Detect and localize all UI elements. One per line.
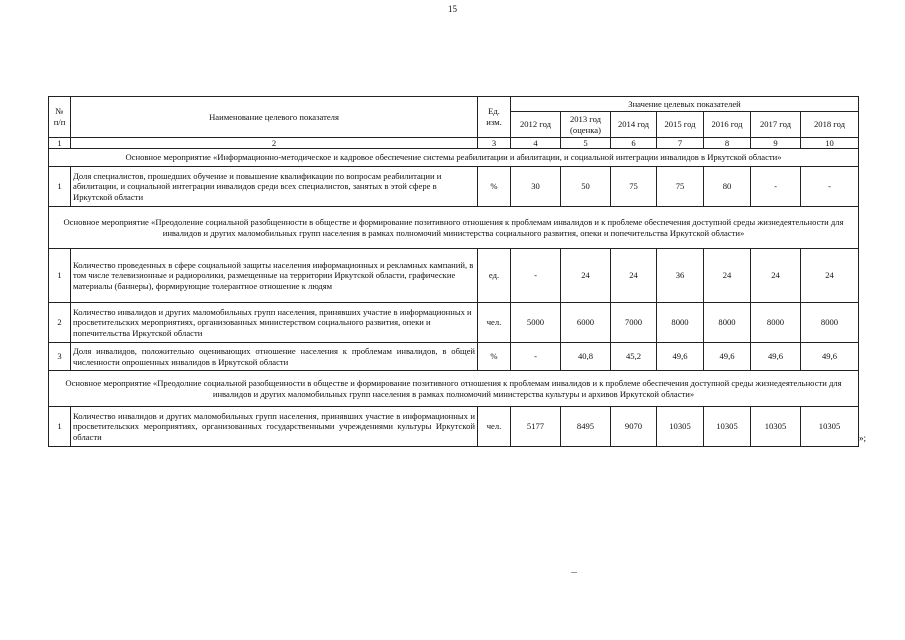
row-name: Доля специалистов, прошедших обучение и повышение квалификации по вопросам реабилитации и абилитации, и социальной интеграции инвалидов среди всех специалистов, занятых в этой сфере в Иркутской области — [71, 167, 478, 207]
header-name: Наименование целевого показателя — [71, 97, 478, 138]
row-value: 36 — [657, 249, 704, 303]
row-num: 3 — [49, 343, 71, 371]
row-value: - — [511, 343, 561, 371]
row-num: 1 — [49, 167, 71, 207]
row-unit: чел. — [478, 407, 511, 447]
page-number: 15 — [448, 4, 457, 14]
header-year: 2013 год (оценка) — [561, 112, 611, 138]
row-value: - — [511, 249, 561, 303]
row-name: Количество инвалидов и других маломобильных групп населения, принявших участие в информационных и просветительских мероприятиях, организованных государственными учреждениями культуры Иркутской области — [71, 407, 478, 447]
row-name: Доля инвалидов, положительно оценивающих отношение населения к проблемам инвалидов, в общей численности опрошенных инвалидов в Иркутской области — [71, 343, 478, 371]
row-value: 10305 — [657, 407, 704, 447]
table-row — [49, 407, 859, 447]
row-value: 8000 — [751, 303, 801, 343]
row-value: 80 — [704, 167, 751, 207]
row-unit: % — [478, 167, 511, 207]
header-year: 2014 год — [611, 112, 657, 138]
table-body — [49, 149, 859, 447]
row-value: 10305 — [801, 407, 859, 447]
row-value: 5000 — [511, 303, 561, 343]
row-value: - — [751, 167, 801, 207]
column-index: 5 — [561, 138, 611, 149]
row-value: 75 — [611, 167, 657, 207]
section-title-row — [49, 371, 859, 407]
header-unit: Ед. изм. — [478, 97, 511, 138]
row-value: 10305 — [751, 407, 801, 447]
column-index: 2 — [71, 138, 478, 149]
row-value: 8000 — [657, 303, 704, 343]
section-title: Основное мероприятие «Преодоление социальной разобщенности в обществе и формирование позитивного отношения к проблемам инвалидов и к проблеме обеспечения доступной среды жизнедеятельности для инвалидов и других маломобильных групп населения в рамках полномочий министерства социального развития, опеки и попечительства Иркутской области» — [49, 207, 859, 249]
column-index: 6 — [611, 138, 657, 149]
row-value: 45,2 — [611, 343, 657, 371]
column-index: 10 — [801, 138, 859, 149]
section-title-row — [49, 207, 859, 249]
header-values-group: Значение целевых показателей — [511, 97, 859, 112]
table-header — [49, 97, 859, 149]
row-value: 24 — [611, 249, 657, 303]
row-name: Количество инвалидов и других маломобильных групп населения, принявших участие в информационных и просветительских мероприятиях, организованных министерством социального развития, опеки и попечительства Иркутской области — [71, 303, 478, 343]
row-num: 1 — [49, 407, 71, 447]
column-index: 9 — [751, 138, 801, 149]
column-index: 7 — [657, 138, 704, 149]
column-index: 1 — [49, 138, 71, 149]
column-index-row — [49, 138, 859, 149]
row-value: 49,6 — [704, 343, 751, 371]
row-value: 24 — [801, 249, 859, 303]
section-title-row — [49, 149, 859, 167]
scan-speck — [571, 572, 577, 573]
table-row — [49, 167, 859, 207]
row-unit: % — [478, 343, 511, 371]
header-year: 2017 год — [751, 112, 801, 138]
column-index: 3 — [478, 138, 511, 149]
row-value: 50 — [561, 167, 611, 207]
row-value: 24 — [704, 249, 751, 303]
row-name: Количество проведенных в сфере социальной защиты населения информационных и рекламных кампаний, в том числе телевизионные и радиоролики, размещенные на территории Иркутской области, графические материалы (баннеры), формирующие толерантное отношение к людям — [71, 249, 478, 303]
header-year: 2016 год — [704, 112, 751, 138]
closing-quote-mark: »; — [859, 433, 867, 443]
row-num: 2 — [49, 303, 71, 343]
header-num: № п/п — [49, 97, 71, 138]
table-row — [49, 249, 859, 303]
row-value: 24 — [751, 249, 801, 303]
target-indicators-table — [48, 96, 859, 447]
section-title: Основное мероприятие «Преодолние социальной разобщенности в обществе и формирование позитивного отношения к проблемам инвалидов и к проблеме обеспечения доступной среды жизнедеятельности для инвалидов и других маломобильных групп населения в рамках полномочий министерства культуры и архивов Иркутской области» — [49, 371, 859, 407]
row-value: 9070 — [611, 407, 657, 447]
row-value: 10305 — [704, 407, 751, 447]
column-index: 8 — [704, 138, 751, 149]
row-num: 1 — [49, 249, 71, 303]
row-value: 75 — [657, 167, 704, 207]
row-value: 7000 — [611, 303, 657, 343]
row-value: 24 — [561, 249, 611, 303]
column-index: 4 — [511, 138, 561, 149]
header-year: 2015 год — [657, 112, 704, 138]
row-value: 40,8 — [561, 343, 611, 371]
row-value: 6000 — [561, 303, 611, 343]
row-value: 8495 — [561, 407, 611, 447]
section-title: Основное мероприятие «Информационно-методическое и кадровое обеспечение системы реабилитации и абилитации, и социальной интеграции инвалидов в Иркутской области» — [49, 149, 859, 167]
table-row — [49, 303, 859, 343]
row-value: 5177 — [511, 407, 561, 447]
row-value: 8000 — [704, 303, 751, 343]
row-value: 49,6 — [751, 343, 801, 371]
header-year: 2012 год — [511, 112, 561, 138]
row-value: 30 — [511, 167, 561, 207]
row-unit: чел. — [478, 303, 511, 343]
row-unit: ед. — [478, 249, 511, 303]
table-row — [49, 343, 859, 371]
row-value: 49,6 — [657, 343, 704, 371]
row-value: - — [801, 167, 859, 207]
row-value: 49,6 — [801, 343, 859, 371]
row-value: 8000 — [801, 303, 859, 343]
header-year: 2018 год — [801, 112, 859, 138]
